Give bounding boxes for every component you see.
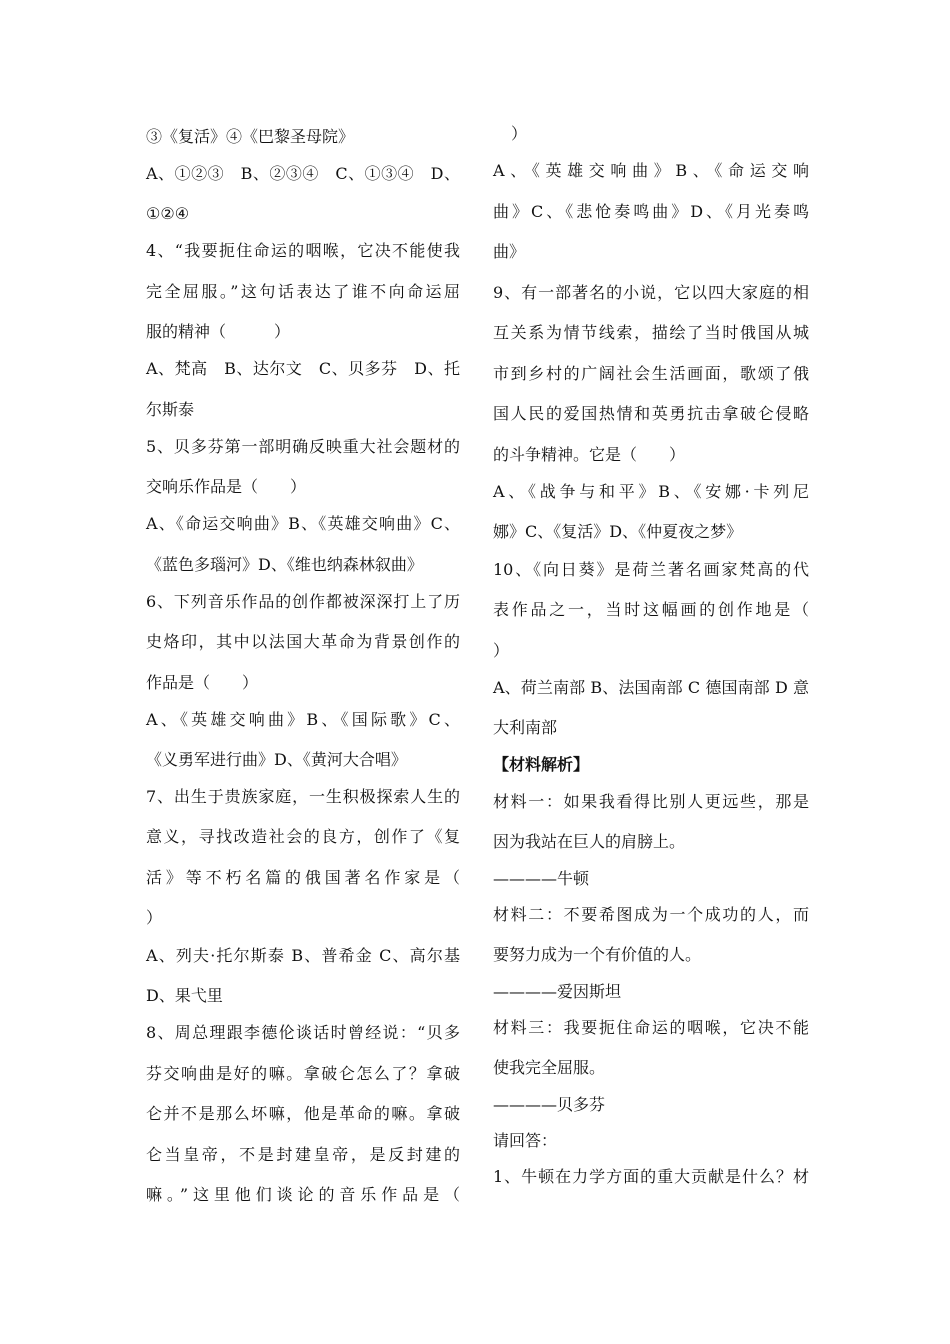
text-line: ） [511, 124, 528, 143]
text-line: 5、贝多芬第一部明确反映重大社会题材的 [146, 437, 460, 456]
text-line: 娜》C、《复活》D、《仲夏夜之梦》 [493, 522, 743, 541]
text-line: D、果弋里 [146, 986, 223, 1005]
text-line: 6、下列音乐作品的创作都被深深打上了历 [146, 592, 460, 611]
text-line: 曲》C、《悲怆奏鸣曲》D、《月光奏鸣 [493, 202, 809, 221]
section-heading: 【材料解析】 [493, 755, 590, 774]
text-line: A、列夫·托尔斯泰 B、普希金 C、高尔基 [146, 946, 460, 965]
text-line: 材料三：我要扼住命运的咽喉，它决不能 [493, 1018, 809, 1037]
text-line: 完全屈服。”这句话表达了谁不向命运屈 [146, 282, 460, 301]
text-line: 表作品之一，当时这幅画的创作地是（ [493, 600, 809, 619]
text-line: 曲》 [493, 242, 526, 261]
text-line: ①②④ [146, 204, 190, 223]
text-line: 活》等不朽名篇的俄国著名作家是（ [146, 868, 460, 887]
text-line: A、梵高 B、达尔文 C、贝多芬 D、托 [146, 359, 460, 378]
text-line: 《蓝色多瑙河》D、《维也纳森林叙曲》 [146, 555, 423, 574]
text-line: 芬交响曲是好的嘛。拿破仑怎么了？拿破 [146, 1064, 460, 1083]
quote-attribution: ————牛顿 [493, 869, 590, 888]
text-line: 《义勇军进行曲》D、《黄河大合唱》 [146, 750, 407, 769]
text-line: A、荷兰南部 B、法国南部 C 德国南部 D 意 [493, 678, 809, 697]
text-line: 仑当皇帝，不是封建皇帝，是反封建的 [146, 1145, 460, 1164]
text-line: 嘛。”这里他们谈论的音乐作品是（ [146, 1185, 460, 1204]
text-line: ③《复活》④《巴黎圣母院》 [146, 127, 355, 146]
text-line: 1、牛顿在力学方面的重大贡献是什么？材 [493, 1167, 809, 1186]
text-line: A、《英雄交响曲》B、《命运交响 [493, 161, 809, 180]
text-line: A、《英雄交响曲》B、《国际歌》C、 [146, 710, 460, 729]
text-line: 材料二：不要希图成为一个成功的人，而 [493, 905, 809, 924]
text-line: 4、“我要扼住命运的咽喉，它决不能使我 [146, 241, 460, 260]
text-line: A、①②③ B、②③④ C、①③④ D、 [146, 164, 460, 183]
text-line: ） [493, 641, 510, 660]
text-line: 市到乡村的广阔社会生活画面，歌颂了俄 [493, 364, 809, 383]
text-line: 10、《向日葵》是荷兰著名画家梵高的代 [493, 560, 809, 579]
text-line: 7、出生于贵族家庭，一生积极探索人生的 [146, 787, 460, 806]
text-line: 的斗争精神。它是（ ） [493, 445, 686, 464]
text-line: 9、有一部著名的小说，它以四大家庭的相 [493, 283, 809, 302]
text-line: 国人民的爱国热情和英勇抗击拿破仑侵略 [493, 404, 809, 423]
text-line: 大利南部 [493, 718, 558, 737]
text-line: 材料一：如果我看得比别人更远些，那是 [493, 792, 809, 811]
text-line: A、《命运交响曲》B、《英雄交响曲》C、 [146, 514, 460, 533]
quote-attribution: ————爱因斯坦 [493, 982, 622, 1001]
text-line: 作品是（ ） [146, 673, 259, 692]
text-line: 使我完全屈服。 [493, 1058, 606, 1077]
text-line: 尔斯泰 [146, 400, 195, 419]
text-line: 8、周总理跟李德伦谈话时曾经说：“贝多 [146, 1023, 460, 1042]
text-line: 史烙印，其中以法国大革命为背景创作的 [146, 632, 460, 651]
text-line: 意义，寻找改造社会的良方，创作了《复 [146, 827, 460, 846]
text-line: 服的精神（ ） [146, 322, 291, 341]
text-line: 交响乐作品是（ ） [146, 477, 307, 496]
text-line: 要努力成为一个有价值的人。 [493, 945, 702, 964]
text-line: A、《战争与和平》B、《安娜·卡列尼 [493, 482, 809, 501]
text-line: 互关系为情节线索，描绘了当时俄国从城 [493, 323, 809, 342]
text-line: ） [146, 908, 163, 927]
text-line: 请回答： [493, 1131, 558, 1150]
text-line: 因为我站在巨人的肩膀上。 [493, 832, 686, 851]
text-line: 仑并不是那么坏嘛，他是革命的嘛。拿破 [146, 1104, 460, 1123]
quote-attribution: ————贝多芬 [493, 1095, 606, 1114]
